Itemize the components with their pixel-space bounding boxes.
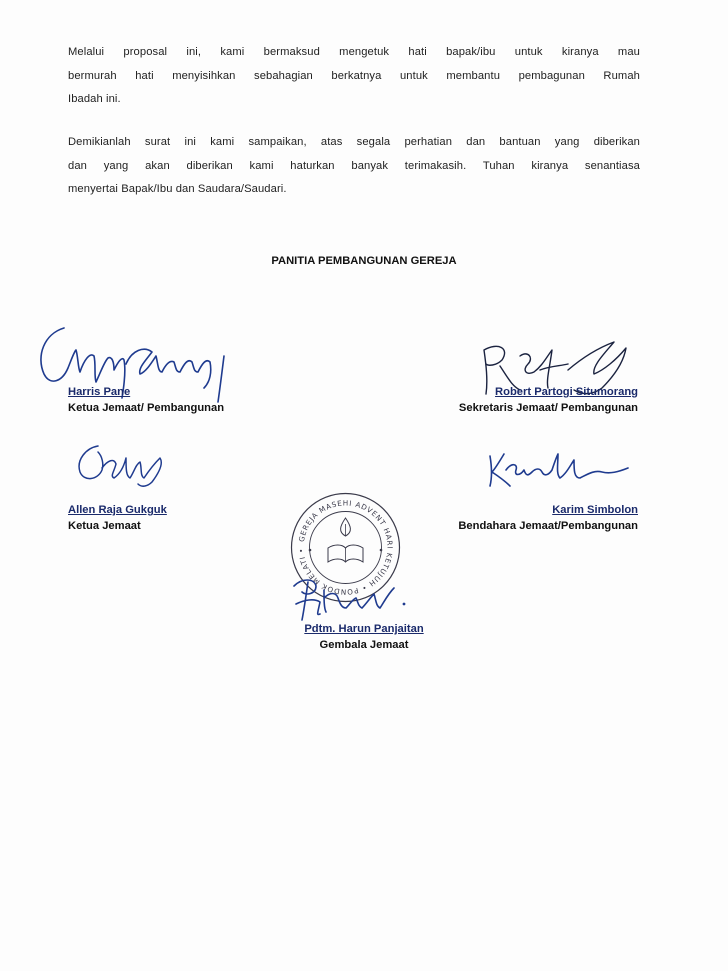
signatory-karim-simbolon — [458, 502, 638, 534]
signatory-allen-gukguk — [68, 502, 167, 534]
paragraph-line: Melalui proposal ini, kami bermaksud mengetuk hati bapak/ibu untuk kiranya mau — [68, 46, 640, 58]
signature-allen-gukguk — [68, 438, 188, 490]
signatory-role: Gembala Jemaat — [319, 639, 409, 651]
signatory-name: Allen Raja Gukguk — [68, 504, 167, 516]
closing-paragraph — [68, 131, 640, 202]
committee-title: PANITIA PEMBANGUNAN GEREJA — [271, 255, 457, 267]
signatory-role: Ketua Jemaat — [68, 520, 141, 532]
paragraph-line: dan yang akan diberikan kami haturkan banyak terimakasih. Tuhan kiranya senantiasa — [68, 159, 640, 172]
signature-harun-panjaitan — [286, 568, 416, 624]
signatory-role: Ketua Jemaat/ Pembangunan — [68, 402, 225, 414]
signatory-role: Bendahara Jemaat/Pembangunan — [458, 520, 638, 532]
signatory-role: Sekretaris Jemaat/ Pembangunan — [458, 402, 638, 414]
paragraph-line: Demikianlah surat ini kami sampaikan, atas segala perhatian dan bantuan yang diberikan — [68, 136, 640, 148]
signatory-name: Pdtm. Harun Panjaitan — [304, 623, 424, 635]
signatory-robert-situmorang — [459, 384, 638, 416]
proposal-paragraph — [68, 41, 640, 112]
signatory-name: Robert Partogi Situmorang — [495, 386, 638, 398]
seal-text: GEREJA MASEHI ADVENT HARI KETUJUH • PONDOK MELATI • — [296, 498, 395, 597]
signatory-name: Harris Pane — [68, 386, 131, 398]
paragraph-line: menyertai Bapak/Ibu dan Saudara/Saudari. — [68, 183, 287, 195]
signatory-name: Karim Simbolon — [552, 504, 638, 516]
paragraph-line: Ibadah ini. — [68, 93, 121, 105]
signatory-harun-panjaitan — [0, 621, 728, 653]
signatory-harris-pane — [68, 384, 224, 416]
signature-karim-simbolon — [484, 446, 634, 490]
paragraph-line: bermurah hati menyisihkan sebahagian berkatnya untuk membantu pembagunan Rumah — [68, 69, 640, 82]
